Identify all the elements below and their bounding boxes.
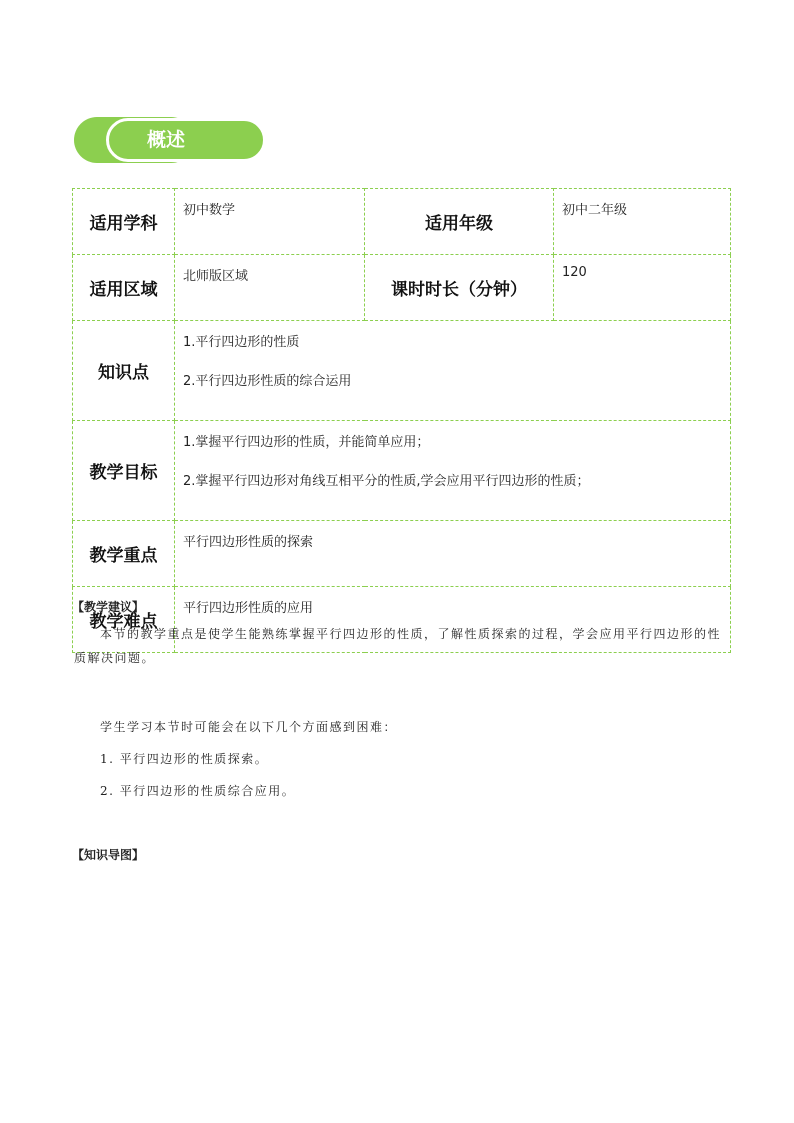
subject-value: 初中数学 (175, 189, 365, 255)
table-row (73, 321, 731, 421)
difficulty-intro: 学生学习本节时可能会在以下几个方面感到困难： (100, 720, 398, 734)
goal-value (175, 421, 731, 521)
suggestion-section (74, 598, 734, 670)
difficulty-notes (100, 718, 730, 736)
difficulty-value: 平行四边形性质的应用 (175, 587, 731, 653)
knowledge-map-heading: 【知识导图】 (72, 848, 145, 862)
list-item: 1. 平行四边形的性质探索。 (100, 752, 269, 766)
section-title: 概述 (106, 118, 266, 162)
table-row (73, 189, 731, 255)
goal-item: 2.掌握平行四边形对角线互相平分的性质,学会应用平行四边形的性质； (183, 474, 590, 489)
table-row (73, 255, 731, 321)
goal-label: 教学目标 (73, 421, 175, 521)
difficulty-label: 教学难点 (73, 587, 175, 653)
focus-value: 平行四边形性质的探索 (175, 521, 731, 587)
region-value: 北师版区域 (175, 255, 365, 321)
table-row (73, 421, 731, 521)
knowledge-value (175, 321, 731, 421)
suggestion-paragraph: 本节的教学重点是使学生能熟练掌握平行四边形的性质，了解性质探索的过程，学会应用平行四边形的性质解决问题。 (74, 627, 722, 665)
knowledge-item: 1.平行四边形的性质 (183, 335, 300, 350)
goal-item: 1.掌握平行四边形的性质，并能简单应用； (183, 435, 430, 450)
focus-label: 教学重点 (73, 521, 175, 587)
section-header (74, 117, 268, 163)
suggestion-heading: 【教学建议】 (72, 600, 145, 614)
course-info-table (72, 188, 731, 653)
list-item: 2. 平行四边形的性质综合应用。 (100, 784, 296, 798)
duration-value: 120 (554, 255, 731, 321)
knowledge-map-section (72, 846, 732, 863)
region-label: 适用区域 (73, 255, 175, 321)
grade-value: 初中二年级 (554, 189, 731, 255)
grade-label: 适用年级 (365, 189, 554, 255)
difficulty-list (100, 750, 730, 800)
duration-label: 课时时长（分钟） (365, 255, 554, 321)
knowledge-item: 2.平行四边形性质的综合运用 (183, 374, 352, 389)
subject-label: 适用学科 (73, 189, 175, 255)
knowledge-label: 知识点 (73, 321, 175, 421)
table-row (73, 521, 731, 587)
